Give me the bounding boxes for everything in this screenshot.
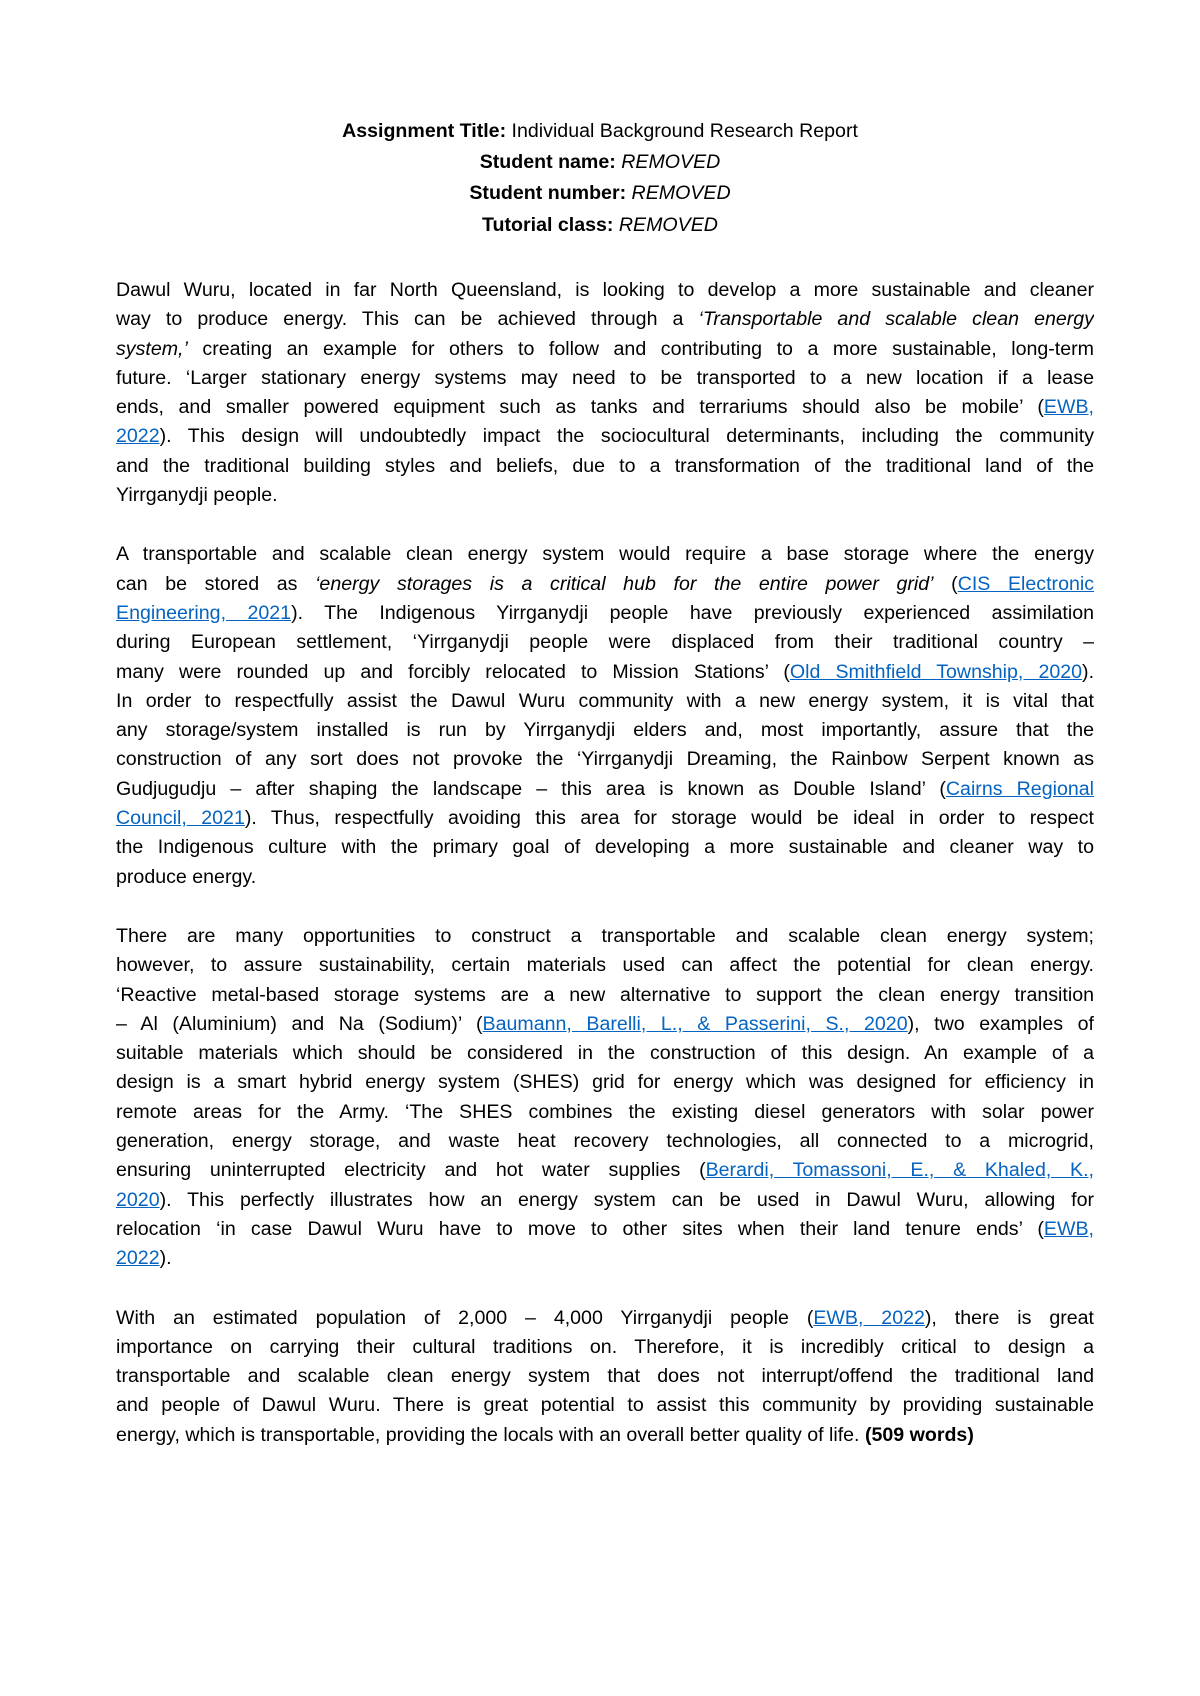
text-line: however, to assure sustainability, certain materials used can affect the potential for clean energy.	[116, 954, 1094, 977]
text-run: energy, which is transportable, providing the locals with an overall better quality of life.	[116, 1423, 865, 1446]
paragraph-1	[116, 276, 1094, 510]
assignment-title-line	[0, 116, 1200, 147]
text-run: ends, and smaller powered equipment such as tanks and terrariums should also be mobile’ (	[116, 396, 1044, 419]
document-body	[116, 276, 1094, 1480]
text-line	[116, 599, 1094, 628]
text-run: ), there is great	[924, 1306, 1094, 1329]
word-count: (509 words)	[864, 1423, 974, 1446]
tutorial-class-line	[0, 210, 1200, 241]
text-line	[116, 1186, 1094, 1215]
paragraph-4	[116, 1304, 1094, 1450]
text-line	[116, 1156, 1094, 1185]
text-line: A transportable and scalable clean energy system would require a base storage where the energy	[116, 543, 1094, 566]
italic-run: ‘Transportable and scalable clean energy	[698, 308, 1094, 331]
text-line: construction of any sort does not provoke the ‘Yirrganydji Dreaming, the Rainbow Serpent known as	[116, 748, 1094, 771]
text-run: creating an example for others to follow and contributing to a more sustainable, long-term	[187, 337, 1094, 360]
text-line: Dawul Wuru, located in far North Queensland, is looking to develop a more sustainable and cleaner	[116, 279, 1094, 301]
text-run: many were rounded up and forcibly relocated to Mission Stations’ (	[116, 660, 790, 683]
text-line: ‘Reactive metal-based storage systems are a new alternative to support the clean energy transition	[116, 983, 1094, 1006]
citation-link-cis[interactable]: CIS Electronic	[957, 572, 1094, 595]
text-line	[116, 1244, 1094, 1273]
text-run: – Al (Aluminium) and Na (Sodium)’ (	[116, 1012, 483, 1035]
text-line: design is a smart hybrid energy system (SHES) grid for energy which was designed for efficiency in	[116, 1071, 1094, 1094]
text-line	[116, 1215, 1094, 1244]
student-number-value: REMOVED	[626, 182, 731, 205]
text-line	[116, 1010, 1094, 1039]
text-line: the Indigenous culture with the primary goal of developing a more sustainable and cleaner way to	[116, 836, 1094, 859]
text-run: (	[933, 572, 958, 595]
text-line: There are many opportunities to construct a transportable and scalable clean energy system;	[116, 924, 1094, 947]
citation-link-ewb[interactable]: 2022	[116, 425, 160, 448]
text-line: any storage/system installed is run by Yirrganydji elders and, most importantly, assure that the	[116, 719, 1094, 742]
citation-link-berardi[interactable]: Berardi, Tomassoni, E., & Khaled, K.,	[705, 1159, 1094, 1182]
text-run: ).	[159, 1247, 172, 1270]
text-line: In order to respectfully assist the Dawul Wuru community with a new energy system, it is vital that	[116, 689, 1094, 712]
citation-link-cairns[interactable]: Council, 2021	[116, 807, 245, 830]
text-line: produce energy.	[116, 865, 257, 888]
student-name-value: REMOVED	[615, 151, 721, 174]
document-header	[0, 116, 1200, 241]
text-line	[116, 1421, 1094, 1450]
citation-link-berardi[interactable]: 2020	[116, 1188, 160, 1211]
citation-link-old-smithfield[interactable]: Old Smithfield Township, 2020	[789, 660, 1083, 683]
assignment-title-value: Individual Background Research Report	[506, 120, 858, 142]
student-name-label: Student name:	[479, 151, 616, 174]
student-name-line	[0, 147, 1200, 178]
text-line: and people of Dawul Wuru. There is great potential to assist this community by providing sustainable	[116, 1394, 1094, 1417]
paragraph-2	[116, 540, 1094, 892]
text-line	[116, 775, 1094, 804]
citation-link-baumann[interactable]: Baumann, Barelli, L., & Passerini, S., 2020	[482, 1012, 908, 1035]
text-line: suitable materials which should be considered in the construction of this design. An example of a	[116, 1042, 1094, 1065]
paragraph-3	[116, 922, 1094, 1274]
text-run: ensuring uninterrupted electricity and hot water supplies (	[116, 1159, 706, 1182]
text-run: ).	[1082, 660, 1094, 683]
text-run: relocation ‘in case Dawul Wuru have to move to other sites when their land tenure ends’ (	[116, 1217, 1044, 1240]
text-run: ). The Indigenous Yirrganydji people have previously experienced assimilation	[291, 601, 1094, 624]
text-line: Yirrganydji people.	[116, 484, 278, 507]
text-line	[116, 422, 1094, 451]
text-line	[116, 1304, 1094, 1333]
text-run: With an estimated population of 2,000 – 4,000 Yirrganydji people (	[116, 1306, 814, 1329]
text-run: Gudjugudju – after shaping the landscape – this area is known as Double Island’ (	[116, 777, 946, 800]
citation-link-ewb[interactable]: EWB,	[1043, 1217, 1094, 1240]
text-run: ). Thus, respectfully avoiding this area for storage would be ideal in order to respect	[244, 807, 1094, 830]
text-line: remote areas for the Army. ‘The SHES combines the existing diesel generators with solar power	[116, 1100, 1094, 1123]
citation-link-ewb[interactable]: EWB, 2022	[813, 1306, 925, 1329]
text-line	[116, 804, 1094, 833]
italic-run: system,’	[116, 337, 188, 360]
tutorial-class-label: Tutorial class:	[482, 213, 614, 236]
text-run: ). This perfectly illustrates how an energy system can be used in Dawul Wuru, allowing for	[159, 1188, 1094, 1211]
citation-link-ewb[interactable]: EWB,	[1043, 396, 1094, 419]
text-line: generation, energy storage, and waste heat recovery technologies, all connected to a microgrid,	[116, 1130, 1094, 1153]
text-line	[116, 335, 1094, 364]
tutorial-class-value: REMOVED	[613, 213, 718, 236]
text-run: way to produce energy. This can be achieved through a	[116, 308, 699, 331]
student-number-label: Student number:	[469, 182, 627, 205]
assignment-title-label: Assignment Title:	[342, 120, 507, 142]
citation-link-cairns[interactable]: Cairns Regional	[945, 777, 1094, 800]
text-run: ), two examples of	[907, 1012, 1094, 1035]
citation-link-cis[interactable]: Engineering, 2021	[116, 601, 292, 624]
text-run: ). This design will undoubtedly impact the sociocultural determinants, including the community	[159, 425, 1094, 448]
student-number-line	[0, 178, 1200, 209]
text-line	[116, 393, 1094, 422]
text-line	[116, 570, 1094, 599]
text-run: can be stored as	[116, 572, 316, 595]
text-line: future. ‘Larger stationary energy systems may need to be transported to a new location if a lease	[116, 366, 1094, 389]
citation-link-ewb[interactable]: 2022	[116, 1247, 160, 1270]
text-line: during European settlement, ‘Yirrganydji people were displaced from their traditional country –	[116, 631, 1094, 654]
text-line: transportable and scalable clean energy system that does not interrupt/offend the traditional land	[116, 1365, 1094, 1388]
text-line	[116, 658, 1094, 687]
text-line: and the traditional building styles and beliefs, due to a transformation of the traditional land of the	[116, 454, 1094, 477]
text-line: importance on carrying their cultural traditions on. Therefore, it is incredibly critical to design a	[116, 1335, 1094, 1358]
text-line	[116, 305, 1094, 334]
italic-run: ‘energy storages is a critical hub for the entire power grid’	[315, 572, 934, 595]
